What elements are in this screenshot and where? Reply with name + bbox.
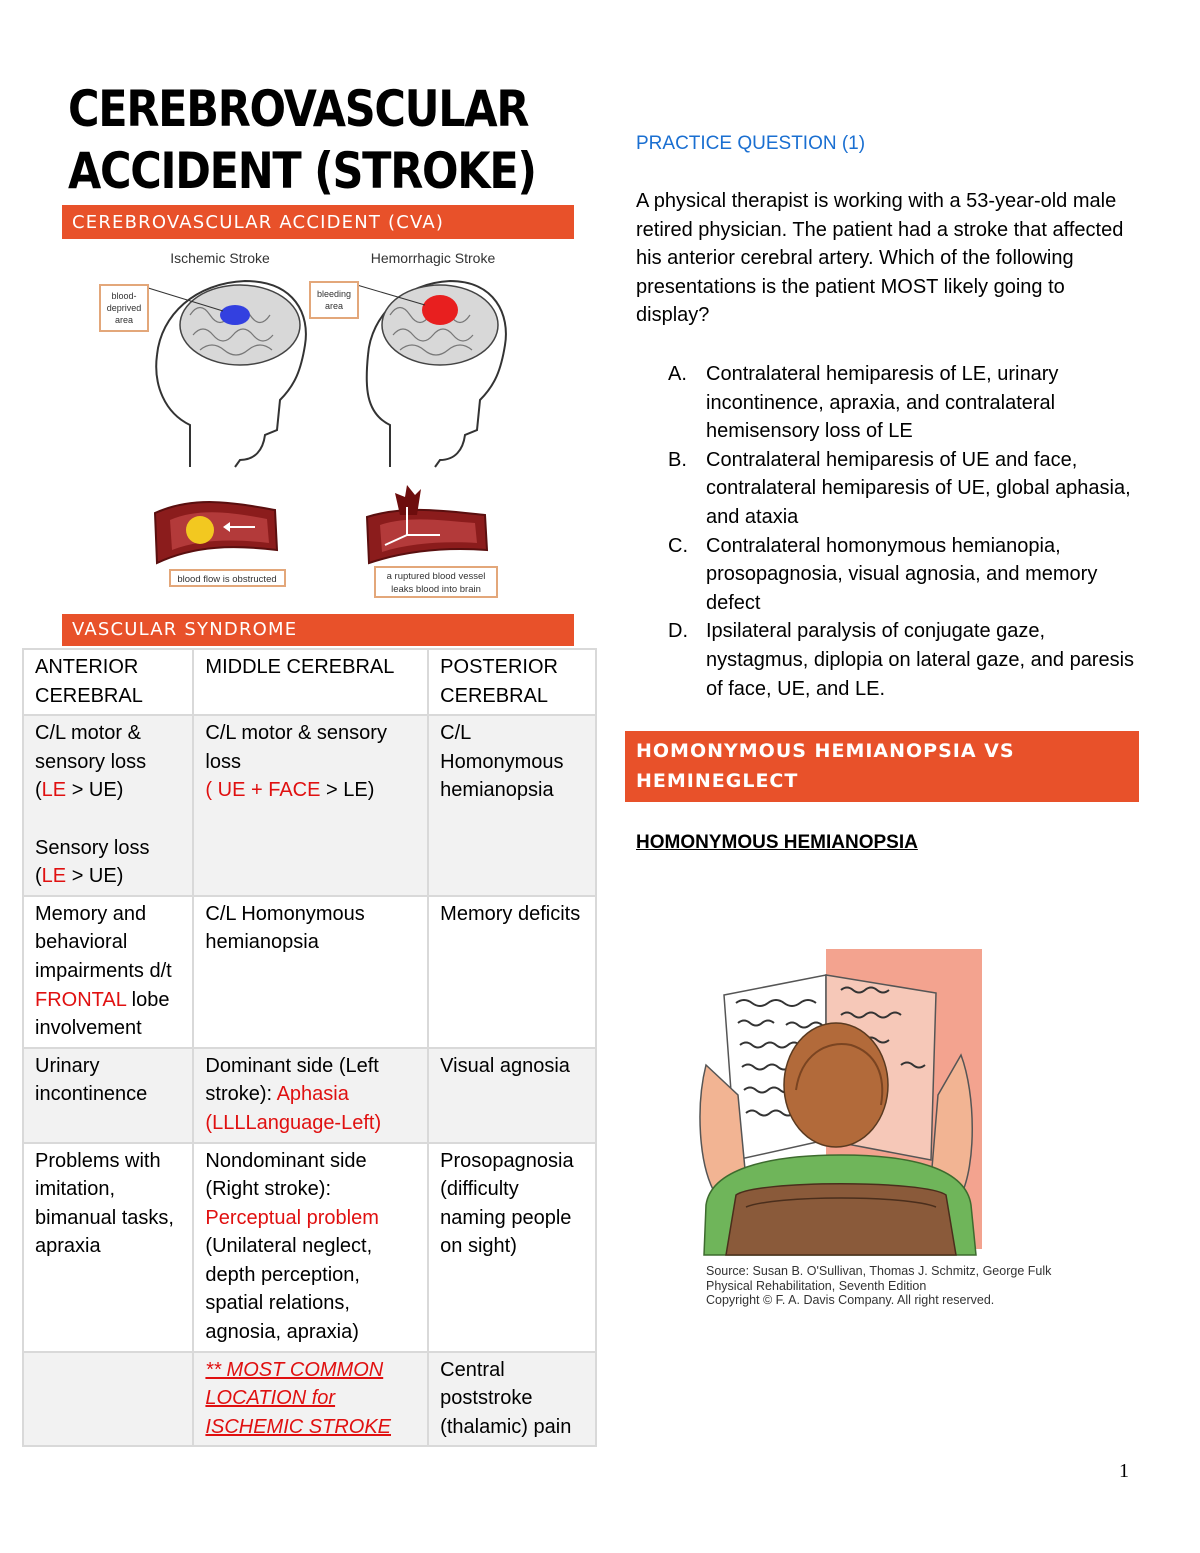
header-middle-cerebral: MIDDLE CEREBRAL — [193, 649, 428, 715]
table-cell: Dominant side (Left stroke): Aphasia (LLLLanguage-Left) — [193, 1048, 428, 1143]
ruptured-vessel-diagram — [367, 485, 497, 597]
table-row — [23, 896, 596, 1048]
table-row — [23, 1143, 596, 1352]
table-cell: Prosopagnosia (difficulty naming people on sight) — [428, 1143, 596, 1352]
table-cell: C/L Homonymous hemianopsia — [428, 715, 596, 896]
table-cell: Problems with imitation, bimanual tasks, apraxia — [23, 1143, 193, 1352]
page-title — [68, 78, 536, 202]
table-cell: Visual agnosia — [428, 1048, 596, 1143]
image-source-caption: Source: Susan B. O'Sullivan, Thomas J. Schmitz, George Fulk Physical Rehabilitation, Seventh Edition Copyright © F. A. Davis Company. All right reserved. — [706, 1264, 1052, 1307]
table-row — [23, 715, 596, 896]
table-row — [23, 1048, 596, 1143]
table-cell: C/L motor & sensory loss ( UE + FACE > LE) — [193, 715, 428, 896]
obstructed-vessel-diagram — [155, 502, 285, 586]
vascular-syndrome-banner: VASCULAR SYNDROME — [62, 614, 574, 646]
answer-option-b: B. Contralateral hemiparesis of UE and face, contralateral hemiparesis of UE, global aphasia, and ataxia — [668, 448, 1131, 528]
svg-text:a ruptured blood vessel: a ruptured blood vessel — [386, 571, 486, 582]
table-cell: Nondominant side (Right stroke): Perceptual problem (Unilateral neglect, depth perception, spatial relations, agnosia, apraxia) — [193, 1143, 428, 1352]
table-cell: Central poststroke (thalamic) pain — [428, 1352, 596, 1447]
svg-text:bleeding: bleeding — [316, 289, 352, 299]
header-anterior-cerebral: ANTERIOR CEREBRAL — [23, 649, 193, 715]
practice-question-text: A physical therapist is working with a 53-year-old male retired physician. The patient had a stroke that affected his anterior cerebral artery. Which of the following presentations is the patient MOST likely going to display? — [636, 190, 1124, 327]
svg-text:blood flow is obstructed: blood flow is obstructed — [177, 574, 277, 585]
svg-text:area: area — [324, 301, 344, 311]
title-line-1: CEREBROVASCULAR — [68, 80, 529, 138]
answer-options-list — [668, 360, 1138, 703]
table-cell: C/L motor & sensory loss (LE > UE) Sensory loss (LE > UE) — [23, 715, 193, 896]
table-row — [23, 1352, 596, 1447]
hemorrhagic-head-diagram — [310, 281, 506, 467]
vascular-syndrome-table — [22, 648, 597, 1447]
header-posterior-cerebral: POSTERIOR CEREBRAL — [428, 649, 596, 715]
ischemic-title: Ischemic Stroke — [170, 250, 270, 266]
hemorrhagic-area-marker — [422, 295, 458, 325]
table-cell: Memory and behavioral impairments d/t FRONTAL lobe involvement — [23, 896, 193, 1048]
page-number: 1 — [1119, 1460, 1129, 1482]
answer-option-a: A. Contralateral hemiparesis of LE, urinary incontinence, apraxia, and contralateral hemisensory loss of LE — [668, 363, 1059, 443]
title-line-2: ACCIDENT (STROKE) — [68, 142, 536, 200]
svg-text:blood-: blood- — [111, 291, 137, 301]
answer-option-c: C. Contralateral homonymous hemianopia, prosopagnosia, visual agnosia, and memory defect — [668, 534, 1098, 614]
stroke-types-illustration — [95, 245, 515, 607]
table-cell — [193, 1352, 428, 1447]
table-cell: Urinary incontinence — [23, 1048, 193, 1143]
table-header-row — [23, 649, 596, 715]
svg-text:area: area — [114, 315, 134, 325]
table-cell: C/L Homonymous hemianopsia — [193, 896, 428, 1048]
hemorrhagic-title: Hemorrhagic Stroke — [370, 250, 496, 266]
cva-section-banner: CEREBROVASCULAR ACCIDENT (CVA) — [62, 205, 574, 239]
practice-question-heading: PRACTICE QUESTION (1) — [636, 133, 866, 154]
svg-text:deprived: deprived — [106, 303, 142, 313]
most-common-note: ** MOST COMMON LOCATION for ISCHEMIC STROKE — [205, 1358, 391, 1438]
ischemic-area-marker — [220, 305, 250, 325]
svg-text:leaks blood into brain: leaks blood into brain — [391, 584, 481, 595]
answer-option-d: D. Ipsilateral paralysis of conjugate gaze, nystagmus, diplopia on lateral gaze, and paresis of face, UE, and LE. — [668, 620, 1135, 700]
hemianopsia-vs-hemineglect-banner: HOMONYMOUS HEMIANOPSIA VS HEMINEGLECT — [625, 731, 1139, 802]
hemianopsia-subheading: HOMONYMOUS HEMIANOPSIA — [636, 832, 918, 853]
table-cell: Memory deficits — [428, 896, 596, 1048]
table-cell — [23, 1352, 193, 1447]
homonymous-hemianopsia-illustration — [676, 945, 1066, 1310]
ischemic-head-diagram — [100, 281, 306, 467]
